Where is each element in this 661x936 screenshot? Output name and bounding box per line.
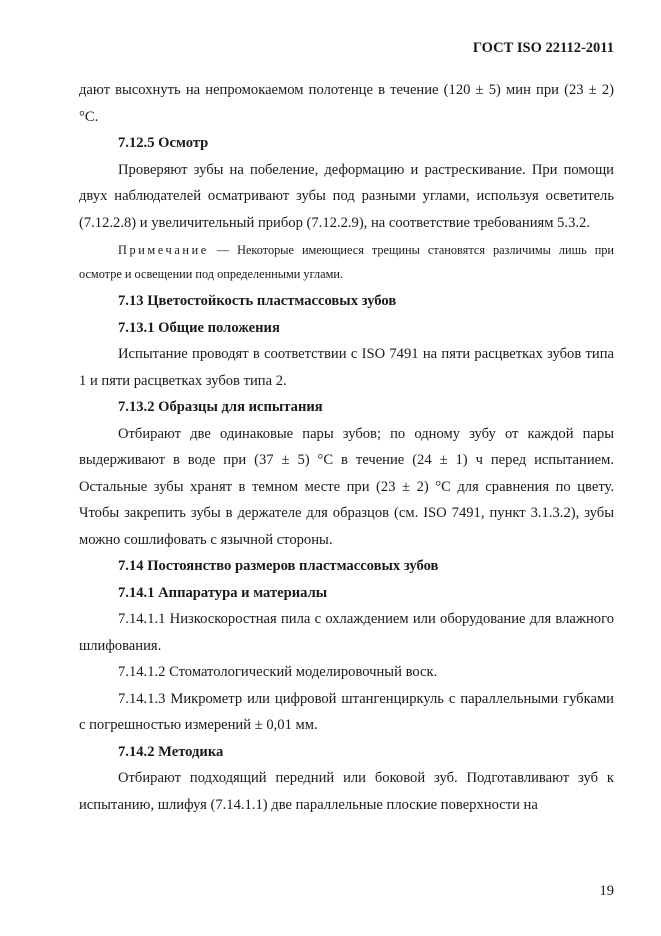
heading-7-13-2: 7.13.2 Образцы для испытания xyxy=(118,399,323,415)
standard-header: ГОСТ ISO 22112-2011 xyxy=(472,40,614,56)
note-paragraph xyxy=(79,238,614,286)
heading-7-13: 7.13 Цветостойкость пластмассовых зубов xyxy=(118,293,397,309)
heading-7-14-1: 7.14.1 Аппаратура и материалы xyxy=(118,584,328,601)
heading-7-12-5: 7.12.5 Осмотр xyxy=(118,135,209,151)
heading-7-13-1: 7.13.1 Общие положения xyxy=(118,319,280,336)
paragraph-samples: Отбирают две одинаковые пары зубов; по одному зубу от каждой пары выдерживают в воде при (37 ± 5) °С в течение (24 ± 1) ч перед испытанием. Остальные зубы хранят в темном месте при (23 ± 2) °С для сравнения по цвету. Чтобы закрепить зубы в держателе для образцов (см. ISO 7491, пункт 3.1.3.2), зубы можно сошлифовать с язычной стороны. xyxy=(79,425,614,548)
paragraph-continuation: дают высохнуть на непромокаемом полотенце в течение (120 ± 5) мин при (23 ± 2) °С. xyxy=(79,82,614,125)
paragraph-general: Испытание проводят в соответствии с ISO 7491 на пяти расцветках зубов типа 1 и пяти расцветках зубов типа 2. xyxy=(79,346,614,389)
item-7-14-1-1: 7.14.1.1 Низкоскоростная пила с охлаждением или оборудование для влажного шлифования. xyxy=(79,611,614,654)
document-body xyxy=(79,77,614,818)
paragraph-inspection: Проверяют зубы на побеление, деформацию и растрескивание. При помощи двух наблюдателей осматривают зубы под разными углами, используя осветитель (7.12.2.8) и увеличительный прибор (7.12.2.9), на соответствие требованиям 5.3.2. xyxy=(79,161,614,231)
item-7-14-1-2: 7.14.1.2 Стоматологический моделировочный воск. xyxy=(118,664,438,680)
page-number: 19 xyxy=(599,883,614,899)
note-label: Примечание xyxy=(118,243,209,257)
note-text: — Некоторые имеющиеся трещины становятся различимы лишь при осмотре и освещении под определенными углами. xyxy=(79,243,614,281)
heading-7-14-2: 7.14.2 Методика xyxy=(118,743,224,760)
heading-7-14: 7.14 Постоянство размеров пластмассовых зубов xyxy=(118,558,439,574)
item-7-14-1-3: 7.14.1.3 Микрометр или цифровой штангенциркуль с параллельными губками с погрешностью измерений ± 0,01 мм. xyxy=(79,690,614,733)
paragraph-method: Отбирают подходящий передний или боковой зуб. Подготавливают зуб к испытанию, шлифуя (7.14.1.1) две параллельные плоские поверхности на xyxy=(79,770,614,813)
